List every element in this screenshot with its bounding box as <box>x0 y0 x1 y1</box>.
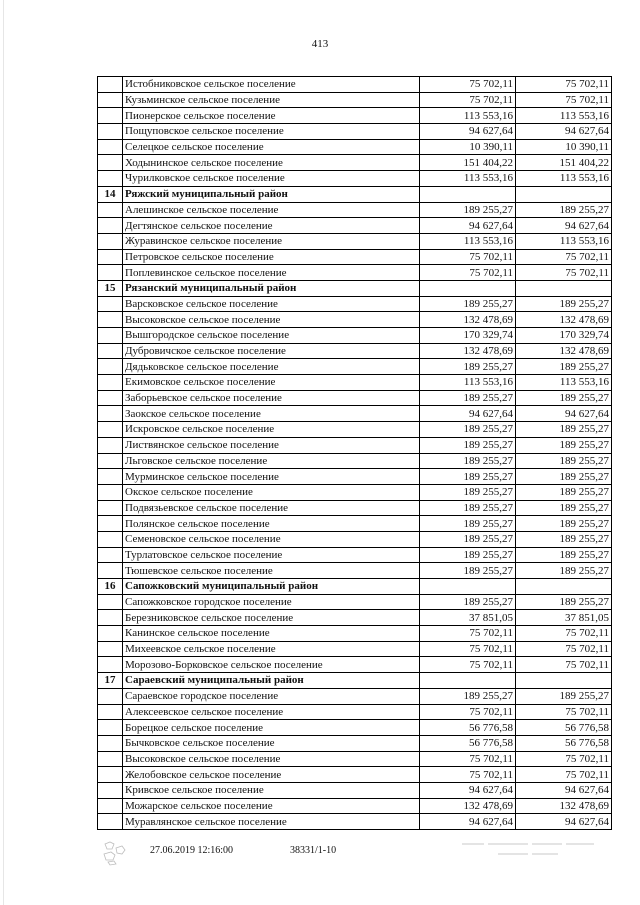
amount-column-2: 75 702,11 <box>516 704 612 720</box>
amount-column-2 <box>516 579 612 595</box>
amount-column-2 <box>516 673 612 689</box>
amount-column-2: 132 478,69 <box>516 798 612 814</box>
row-number <box>98 782 123 798</box>
table-row <box>98 233 612 249</box>
amount-column-1: 113 553,16 <box>420 171 516 187</box>
amount-column-1: 189 255,27 <box>420 359 516 375</box>
row-number <box>98 406 123 422</box>
amount-column-2: 189 255,27 <box>516 531 612 547</box>
amount-column-2: 189 255,27 <box>516 594 612 610</box>
settlement-name: Заборьевское сельское поселение <box>123 390 420 406</box>
row-number <box>98 500 123 516</box>
row-number <box>98 296 123 312</box>
stamp-emblem-icon <box>102 840 128 866</box>
row-number <box>98 249 123 265</box>
amount-column-1: 75 702,11 <box>420 249 516 265</box>
district-row <box>98 673 612 689</box>
amount-column-2: 189 255,27 <box>516 453 612 469</box>
row-number: 17 <box>98 673 123 689</box>
row-number <box>98 531 123 547</box>
amount-column-2: 189 255,27 <box>516 484 612 500</box>
amount-column-2: 189 255,27 <box>516 500 612 516</box>
amount-column-2 <box>516 186 612 202</box>
amount-column-1: 75 702,11 <box>420 626 516 642</box>
table-row <box>98 265 612 281</box>
amount-column-2: 75 702,11 <box>516 641 612 657</box>
settlement-name: Михеевское сельское поселение <box>123 641 420 657</box>
amount-column-1: 189 255,27 <box>420 563 516 579</box>
row-number <box>98 437 123 453</box>
settlement-name: Кузьминское сельское поселение <box>123 92 420 108</box>
amount-column-1: 189 255,27 <box>420 594 516 610</box>
amount-column-2: 37 851,05 <box>516 610 612 626</box>
table-row <box>98 594 612 610</box>
amount-column-1: 170 329,74 <box>420 328 516 344</box>
table-row <box>98 453 612 469</box>
table-row <box>98 782 612 798</box>
amount-column-2: 189 255,27 <box>516 563 612 579</box>
row-number <box>98 704 123 720</box>
amount-column-2: 189 255,27 <box>516 688 612 704</box>
table-row <box>98 77 612 93</box>
table-row <box>98 155 612 171</box>
amount-column-1: 189 255,27 <box>420 500 516 516</box>
settlement-name: Можарское сельское поселение <box>123 798 420 814</box>
table-row <box>98 124 612 140</box>
row-number <box>98 124 123 140</box>
settlement-name: Листвянское сельское поселение <box>123 437 420 453</box>
amount-column-1: 75 702,11 <box>420 751 516 767</box>
amount-column-1: 132 478,69 <box>420 312 516 328</box>
table-row <box>98 657 612 673</box>
amount-column-2: 75 702,11 <box>516 249 612 265</box>
settlement-name: Сапожковское городское поселение <box>123 594 420 610</box>
table-row <box>98 563 612 579</box>
amount-column-1: 94 627,64 <box>420 218 516 234</box>
faded-stamp <box>458 838 598 863</box>
amount-column-1: 189 255,27 <box>420 296 516 312</box>
district-row <box>98 579 612 595</box>
amount-column-2: 75 702,11 <box>516 77 612 93</box>
settlement-name: Дубровичское сельское поселение <box>123 343 420 359</box>
amount-column-2: 189 255,27 <box>516 547 612 563</box>
row-number <box>98 108 123 124</box>
row-number <box>98 343 123 359</box>
settlement-name: Пионерское сельское поселение <box>123 108 420 124</box>
settlement-name: Сапожковский муниципальный район <box>123 579 420 595</box>
row-number <box>98 422 123 438</box>
table-row <box>98 249 612 265</box>
settlement-name: Желобовское сельское поселение <box>123 767 420 783</box>
amount-column-1: 113 553,16 <box>420 233 516 249</box>
settlement-name: Вышгородское сельское поселение <box>123 328 420 344</box>
settlement-name: Алешинское сельское поселение <box>123 202 420 218</box>
settlement-name: Ряжский муниципальный район <box>123 186 420 202</box>
amount-column-2: 56 776,58 <box>516 735 612 751</box>
amount-column-2: 94 627,64 <box>516 406 612 422</box>
settlement-name: Тюшевское сельское поселение <box>123 563 420 579</box>
amount-column-1: 94 627,64 <box>420 124 516 140</box>
amount-column-1: 189 255,27 <box>420 516 516 532</box>
amount-column-2: 113 553,16 <box>516 108 612 124</box>
amount-column-1: 189 255,27 <box>420 688 516 704</box>
table-row <box>98 547 612 563</box>
row-number <box>98 751 123 767</box>
settlement-name: Льговское сельское поселение <box>123 453 420 469</box>
amount-column-1: 75 702,11 <box>420 657 516 673</box>
table-row <box>98 437 612 453</box>
amount-column-2: 75 702,11 <box>516 92 612 108</box>
amount-column-2: 113 553,16 <box>516 171 612 187</box>
table-row <box>98 500 612 516</box>
table-row <box>98 108 612 124</box>
amount-column-1: 189 255,27 <box>420 202 516 218</box>
amount-column-1: 189 255,27 <box>420 422 516 438</box>
amount-column-2: 113 553,16 <box>516 233 612 249</box>
settlement-name: Ходынинское сельское поселение <box>123 155 420 171</box>
amount-column-2: 56 776,58 <box>516 720 612 736</box>
table-row <box>98 343 612 359</box>
settlement-name: Петровское сельское поселение <box>123 249 420 265</box>
settlement-name: Заокское сельское поселение <box>123 406 420 422</box>
table-row <box>98 375 612 391</box>
amount-column-1: 75 702,11 <box>420 77 516 93</box>
table-row <box>98 688 612 704</box>
amount-column-1: 75 702,11 <box>420 641 516 657</box>
amount-column-1: 189 255,27 <box>420 484 516 500</box>
table-row <box>98 531 612 547</box>
table-row <box>98 92 612 108</box>
table-row <box>98 171 612 187</box>
row-number <box>98 657 123 673</box>
amount-column-1: 189 255,27 <box>420 469 516 485</box>
row-number <box>98 265 123 281</box>
row-number <box>98 688 123 704</box>
amount-column-1: 189 255,27 <box>420 390 516 406</box>
table-row <box>98 751 612 767</box>
amount-column-2: 75 702,11 <box>516 751 612 767</box>
amount-column-2: 170 329,74 <box>516 328 612 344</box>
amount-column-2: 75 702,11 <box>516 626 612 642</box>
row-number <box>98 155 123 171</box>
settlement-name: Сараевский муниципальный район <box>123 673 420 689</box>
row-number <box>98 359 123 375</box>
amount-column-2: 75 702,11 <box>516 265 612 281</box>
settlement-name: Дядьковское сельское поселение <box>123 359 420 375</box>
amount-column-1: 151 404,22 <box>420 155 516 171</box>
amount-column-1: 56 776,58 <box>420 720 516 736</box>
row-number <box>98 641 123 657</box>
row-number <box>98 798 123 814</box>
row-number: 16 <box>98 579 123 595</box>
table-row <box>98 406 612 422</box>
amount-column-2: 189 255,27 <box>516 202 612 218</box>
amount-column-2: 132 478,69 <box>516 343 612 359</box>
row-number <box>98 453 123 469</box>
settlement-name: Березниковское сельское поселение <box>123 610 420 626</box>
settlement-name: Истобниковское сельское поселение <box>123 77 420 93</box>
row-number <box>98 92 123 108</box>
table-row <box>98 610 612 626</box>
amount-column-1: 75 702,11 <box>420 767 516 783</box>
row-number <box>98 720 123 736</box>
row-number <box>98 171 123 187</box>
amount-column-1 <box>420 280 516 296</box>
settlement-name: Полянское сельское поселение <box>123 516 420 532</box>
row-number <box>98 390 123 406</box>
row-number <box>98 312 123 328</box>
settlement-name: Дегтянское сельское поселение <box>123 218 420 234</box>
footer-document-code: 38331/1-10 <box>290 845 337 856</box>
table-row <box>98 814 612 830</box>
table-row <box>98 202 612 218</box>
amount-column-2: 189 255,27 <box>516 296 612 312</box>
table-row <box>98 767 612 783</box>
settlement-name: Мурминское сельское поселение <box>123 469 420 485</box>
district-row <box>98 280 612 296</box>
amount-column-2: 94 627,64 <box>516 814 612 830</box>
amount-column-2: 189 255,27 <box>516 390 612 406</box>
table-row <box>98 312 612 328</box>
district-row <box>98 186 612 202</box>
amount-column-1: 94 627,64 <box>420 406 516 422</box>
table-row <box>98 798 612 814</box>
row-number <box>98 469 123 485</box>
amount-column-2: 151 404,22 <box>516 155 612 171</box>
table-row <box>98 641 612 657</box>
settlement-name: Поплевинское сельское поселение <box>123 265 420 281</box>
settlement-name: Бычковское сельское поселение <box>123 735 420 751</box>
allocation-table <box>97 76 612 830</box>
table-row <box>98 296 612 312</box>
settlement-name: Подвязьевское сельское поселение <box>123 500 420 516</box>
table-row <box>98 704 612 720</box>
settlement-name: Журавинское сельское поселение <box>123 233 420 249</box>
amount-column-1: 189 255,27 <box>420 547 516 563</box>
settlement-name: Чурилковское сельское поселение <box>123 171 420 187</box>
settlement-name: Муравлянское сельское поселение <box>123 814 420 830</box>
row-number: 14 <box>98 186 123 202</box>
amount-column-1 <box>420 186 516 202</box>
settlement-name: Искровское сельское поселение <box>123 422 420 438</box>
settlement-name: Варсковское сельское поселение <box>123 296 420 312</box>
amount-column-2: 189 255,27 <box>516 359 612 375</box>
amount-column-2: 189 255,27 <box>516 516 612 532</box>
row-number: 15 <box>98 280 123 296</box>
amount-column-2: 10 390,11 <box>516 139 612 155</box>
settlement-name: Семеновское сельское поселение <box>123 531 420 547</box>
row-number <box>98 767 123 783</box>
footer-date: 27.06.2019 12:16:00 <box>150 845 234 856</box>
page-number: 413 <box>311 38 329 50</box>
row-number <box>98 328 123 344</box>
amount-column-1: 75 702,11 <box>420 265 516 281</box>
settlement-name: Турлатовское сельское поселение <box>123 547 420 563</box>
settlement-name: Сараевское городское поселение <box>123 688 420 704</box>
table-row <box>98 328 612 344</box>
amount-column-1: 94 627,64 <box>420 782 516 798</box>
amount-column-1 <box>420 579 516 595</box>
amount-column-2: 113 553,16 <box>516 375 612 391</box>
scan-margin-line <box>3 0 4 905</box>
settlement-name: Селецкое сельское поселение <box>123 139 420 155</box>
amount-column-2: 132 478,69 <box>516 312 612 328</box>
row-number <box>98 516 123 532</box>
amount-column-1: 132 478,69 <box>420 798 516 814</box>
amount-column-2 <box>516 280 612 296</box>
amount-column-2: 94 627,64 <box>516 782 612 798</box>
amount-column-1: 189 255,27 <box>420 437 516 453</box>
row-number <box>98 484 123 500</box>
settlement-name: Канинское сельское поселение <box>123 626 420 642</box>
row-number <box>98 77 123 93</box>
table-body <box>98 77 612 830</box>
faded-stamp-icon <box>458 838 598 860</box>
amount-column-1: 189 255,27 <box>420 531 516 547</box>
amount-column-1: 113 553,16 <box>420 108 516 124</box>
settlement-name: Рязанский муниципальный район <box>123 280 420 296</box>
table-row <box>98 484 612 500</box>
amount-column-1: 10 390,11 <box>420 139 516 155</box>
table-row <box>98 422 612 438</box>
settlement-name: Пощуповское сельское поселение <box>123 124 420 140</box>
row-number <box>98 814 123 830</box>
row-number <box>98 218 123 234</box>
table-row <box>98 139 612 155</box>
row-number <box>98 375 123 391</box>
table-row <box>98 720 612 736</box>
amount-column-2: 189 255,27 <box>516 422 612 438</box>
table-row <box>98 469 612 485</box>
table-row <box>98 626 612 642</box>
amount-column-1: 189 255,27 <box>420 453 516 469</box>
amount-column-2: 75 702,11 <box>516 657 612 673</box>
row-number <box>98 563 123 579</box>
table-row <box>98 218 612 234</box>
table-row <box>98 735 612 751</box>
row-number <box>98 610 123 626</box>
amount-column-1 <box>420 673 516 689</box>
table-row <box>98 359 612 375</box>
row-number <box>98 594 123 610</box>
settlement-name: Алексеевское сельское поселение <box>123 704 420 720</box>
settlement-name: Морозово-Борковское сельское поселение <box>123 657 420 673</box>
row-number <box>98 233 123 249</box>
settlement-name: Высоковское сельское поселение <box>123 751 420 767</box>
amount-column-2: 75 702,11 <box>516 767 612 783</box>
amount-column-1: 113 553,16 <box>420 375 516 391</box>
amount-column-1: 94 627,64 <box>420 814 516 830</box>
settlement-name: Борецкое сельское поселение <box>123 720 420 736</box>
row-number <box>98 735 123 751</box>
settlement-name: Кривское сельское поселение <box>123 782 420 798</box>
amount-column-2: 94 627,64 <box>516 124 612 140</box>
amount-column-1: 75 702,11 <box>420 92 516 108</box>
settlement-name: Екимовское сельское поселение <box>123 375 420 391</box>
settlement-name: Окское сельское поселение <box>123 484 420 500</box>
row-number <box>98 202 123 218</box>
row-number <box>98 139 123 155</box>
row-number <box>98 626 123 642</box>
settlement-name: Высоковское сельское поселение <box>123 312 420 328</box>
row-number <box>98 547 123 563</box>
amount-column-2: 189 255,27 <box>516 437 612 453</box>
amount-column-2: 189 255,27 <box>516 469 612 485</box>
amount-column-1: 37 851,05 <box>420 610 516 626</box>
table-row <box>98 390 612 406</box>
table-row <box>98 516 612 532</box>
amount-column-2: 94 627,64 <box>516 218 612 234</box>
amount-column-1: 132 478,69 <box>420 343 516 359</box>
amount-column-1: 75 702,11 <box>420 704 516 720</box>
amount-column-1: 56 776,58 <box>420 735 516 751</box>
